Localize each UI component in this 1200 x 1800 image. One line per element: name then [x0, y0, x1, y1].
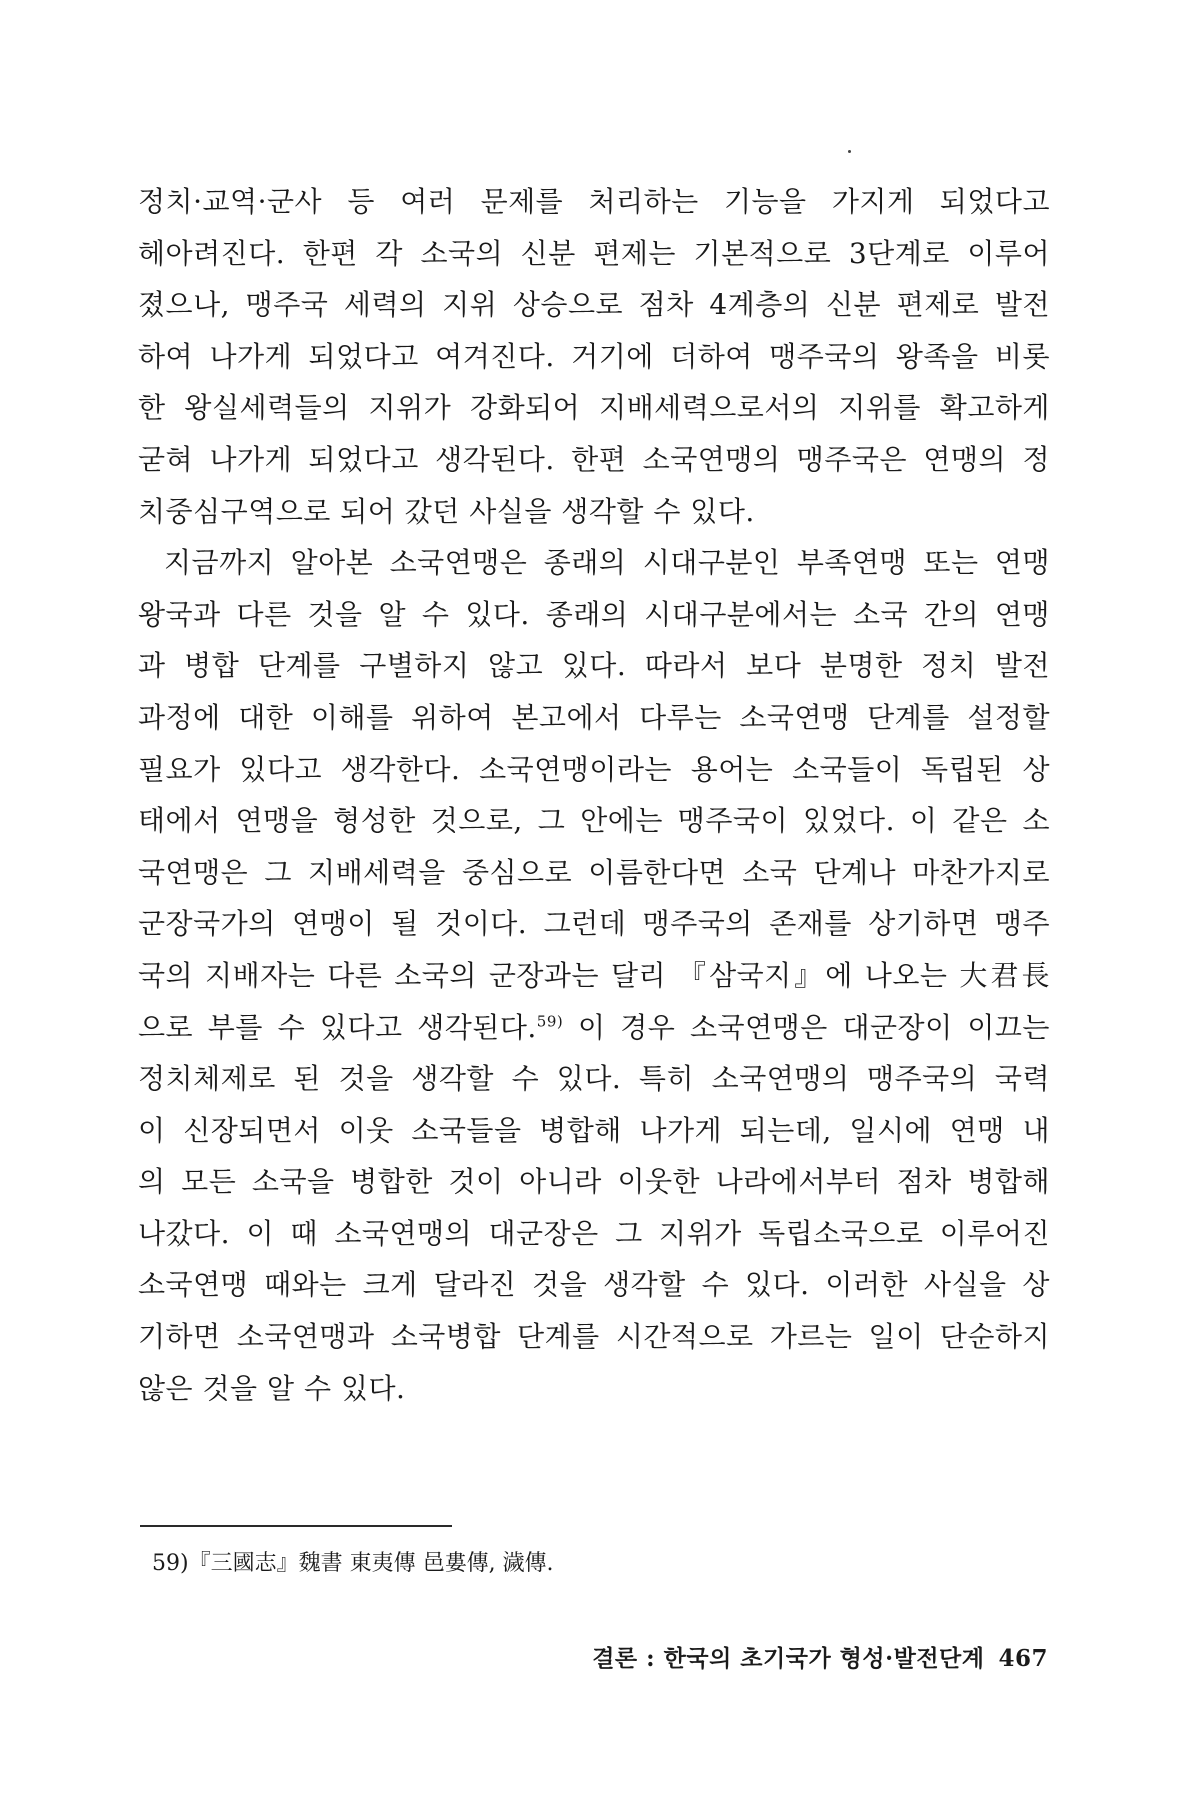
- text-line: 정치·교역·군사 등 여러 문제를 처리하는 기능을 가지게 되었다고: [138, 185, 1050, 218]
- footnote-reference[interactable]: 59): [536, 1012, 564, 1031]
- running-title: 결론 : 한국의 초기국가 형성·발전단계: [592, 1645, 985, 1672]
- text-line: 이 신장되면서 이웃 소국들을 병합해 나가게 되는데, 일시에 연맹 내: [138, 1113, 1050, 1147]
- body-text: [138, 176, 1050, 1414]
- text-line: 과정에 대한 이해를 위하여 본고에서 다루는 소국연맹 단계를 설정할: [138, 700, 1050, 734]
- text-fragment: 으로 부를 수 있다고 생각된다.: [138, 1010, 537, 1044]
- text-line: 굳혀 나가게 되었다고 생각된다. 한편 소국연맹의 맹주국은 연맹의 정: [138, 442, 1050, 476]
- text-line: 의 모든 소국을 병합한 것이 아니라 이웃한 나라에서부터 점차 병합해: [138, 1165, 1050, 1199]
- text-line: 치중심구역으로 되어 갔던 사실을 생각할 수 있다.: [138, 494, 755, 528]
- text-line: 졌으나, 맹주국 세력의 지위 상승으로 점차 4계층의 신분 편제로 발전: [138, 288, 1050, 322]
- scan-speck: [848, 150, 851, 153]
- text-line: 기하면 소국연맹과 소국병합 단계를 시간적으로 가르는 일이 단순하지: [138, 1320, 1050, 1354]
- text-line: 지금까지 알아본 소국연맹은 종래의 시대구분인 부족연맹 또는 연맹: [164, 546, 1050, 580]
- footnote-divider: [140, 1525, 452, 1527]
- text-line-with-footnote: [138, 1002, 1050, 1054]
- page-number: 467: [998, 1645, 1048, 1672]
- text-line: 소국연맹 때와는 크게 달라진 것을 생각할 수 있다. 이러한 사실을 상: [138, 1268, 1050, 1302]
- footnote: 59)『三國志』魏書 東夷傳 邑婁傳, 濊傳.: [152, 1551, 554, 1576]
- running-footer: [592, 1640, 1048, 1673]
- text-line: 헤아려진다. 한편 각 소국의 신분 편제는 기본적으로 3단계로 이루어: [138, 236, 1050, 270]
- text-line: 한 왕실세력들의 지위가 강화되어 지배세력으로서의 지위를 확고하게: [138, 391, 1050, 425]
- text-line: 왕국과 다른 것을 알 수 있다. 종래의 시대구분에서는 소국 간의 연맹: [138, 597, 1050, 631]
- text-line: 하여 나가게 되었다고 여겨진다. 거기에 더하여 맹주국의 왕족을 비롯: [138, 339, 1050, 373]
- text-line: 군장국가의 연맹이 될 것이다. 그런데 맹주국의 존재를 상기하면 맹주: [138, 907, 1050, 941]
- text-line: 과 병합 단계를 구별하지 않고 있다. 따라서 보다 분명한 정치 발전: [138, 649, 1050, 683]
- text-line: 않은 것을 알 수 있다.: [138, 1371, 406, 1405]
- text-line: 정치체제로 된 것을 생각할 수 있다. 특히 소국연맹의 맹주국의 국력: [138, 1062, 1050, 1096]
- text-line: 나갔다. 이 때 소국연맹의 대군장은 그 지위가 독립소국으로 이루어진: [138, 1216, 1050, 1250]
- text-line: 필요가 있다고 생각한다. 소국연맹이라는 용어는 소국들이 독립된 상: [138, 752, 1050, 786]
- text-line: 국의 지배자는 다른 소국의 군장과는 달리 『삼국지』에 나오는 大君長: [138, 958, 1050, 992]
- text-fragment: 이 경우 소국연맹은 대군장이 이끄는: [577, 1010, 1050, 1044]
- text-line: 태에서 연맹을 형성한 것으로, 그 안에는 맹주국이 있었다. 이 같은 소: [138, 804, 1050, 838]
- text-line: 국연맹은 그 지배세력을 중심으로 이름한다면 소국 단계나 마찬가지로: [138, 855, 1050, 889]
